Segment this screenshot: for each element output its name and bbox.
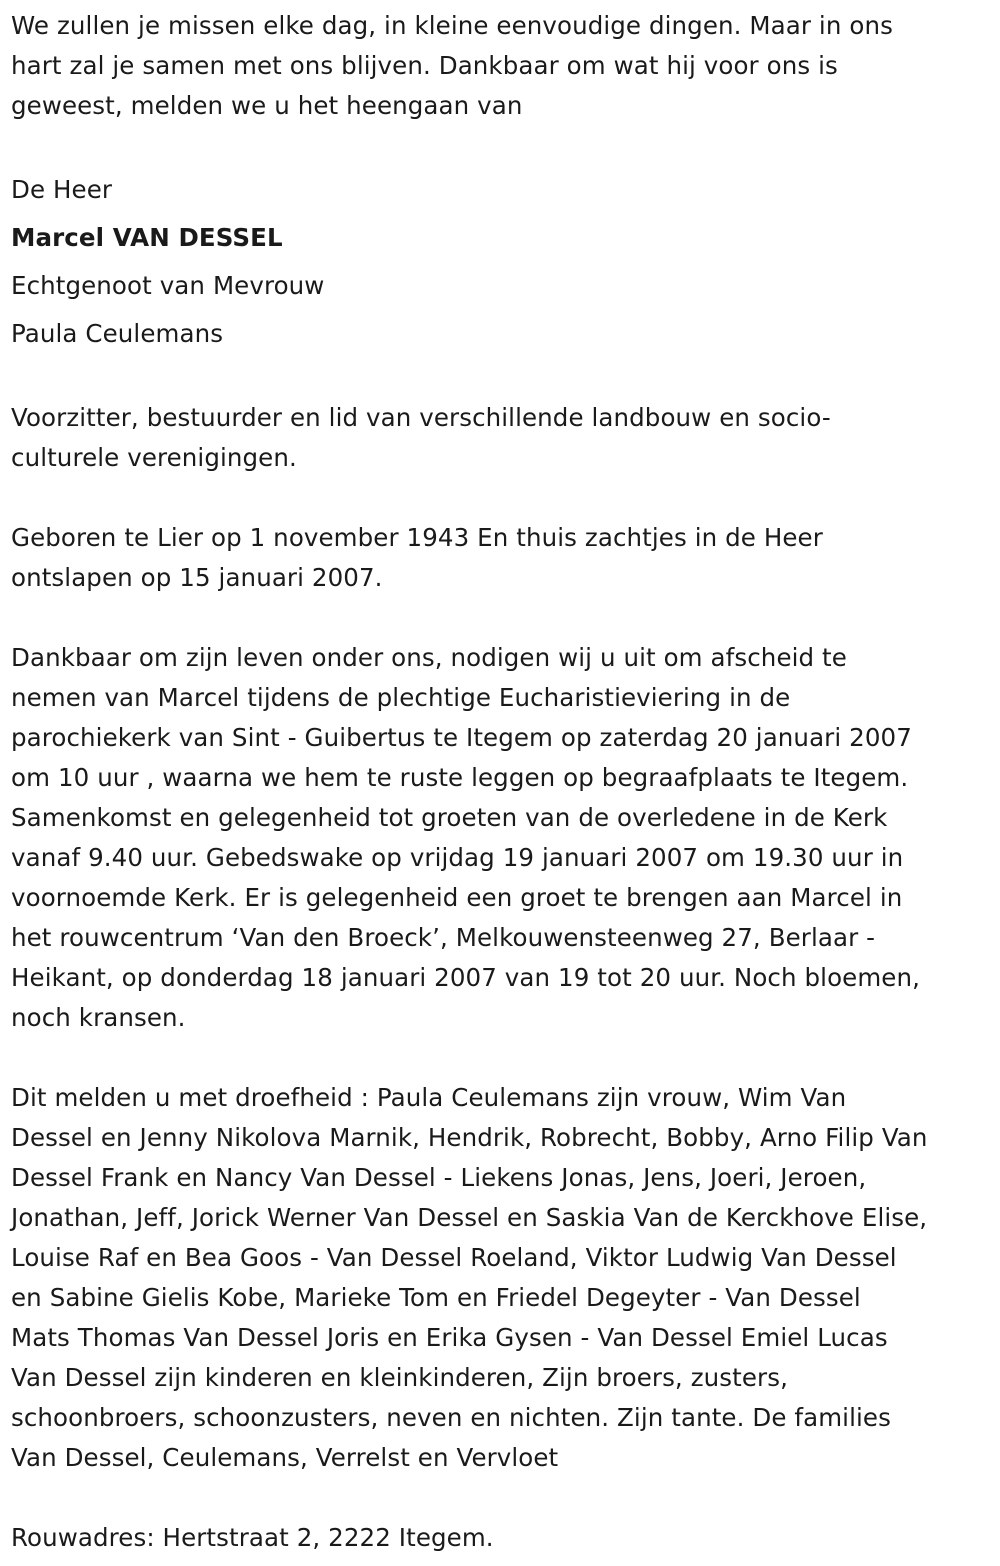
roles-paragraph: Voorzitter, bestuurder en lid van verschillende landbouw en socio- culturele verenigingen. — [11, 403, 831, 472]
spacer — [11, 478, 993, 518]
family-paragraph: Dit melden u met droefheid : Paula Ceulemans zijn vrouw, Wim Van Dessel en Jenny Nikolova Marnik, Hendrik, Robrecht, Bobby, Arno Filip Van Dessel Frank en Nancy Van Dessel - Liekens Jonas, Jens, Joeri, Jeroen, Jonathan, Jeff, Jorick Werner Van Dessel en Saskia Van de Kerckhove Elise, Louise Raf en Bea Goos - Van Dessel Roeland, Viktor Ludwig Van Dessel en Sabine Gielis Kobe, Marieke Tom en Friedel Degeyter - Van Dessel Mats Thomas Van Dessel Joris en Erika Gysen - Van Dessel Emiel Lucas Van Dessel zijn kinderen en kleinkinderen, Zijn broers, zusters, schoonbroers, schoonzusters, neven en nichten. Zijn tante. De families Van Dessel, Ceulemans, Verrelst en Vervloet — [11, 1083, 928, 1472]
ceremony-paragraph: Dankbaar om zijn leven onder ons, nodigen wij u uit om afscheid te nemen van Marcel tijdens de plechtige Eucharistieviering in de parochiekerk van Sint - Guibertus te Itegem op zaterdag 20 januari 2007 om 10 uur , waarna we hem te ruste leggen op begraafplaats te Itegem. Samenkomst en gelegenheid tot groeten van de overledene in de Kerk vanaf 9.40 uur. Gebedswake op vrijdag 19 januari 2007 om 19.30 uur in voornoemde Kerk. Er is gelegenheid een groet te brengen aan Marcel in het rouwcentrum ‘Van den Broeck’, Melkouwensteenweg 27, Berlaar - Heikant, op donderdag 18 januari 2007 van 19 tot 20 uur. Noch bloemen, noch kransen. — [11, 643, 920, 1032]
spacer — [11, 1478, 993, 1518]
deceased-name: Marcel VAN DESSEL — [11, 223, 283, 252]
honorific: De Heer — [11, 175, 113, 204]
spacer — [11, 358, 993, 398]
spacer — [11, 1038, 993, 1078]
mourning-address: Rouwadres: Hertstraat 2, 2222 Itegem. — [11, 1523, 494, 1552]
dates-paragraph: Geboren te Lier op 1 november 1943 En thuis zachtjes in de Heer ontslapen op 15 januari 2007. — [11, 523, 823, 592]
intro-paragraph: We zullen je missen elke dag, in kleine eenvoudige dingen. Maar in ons hart zal je samen met ons blijven. Dankbaar om wat hij voor ons is geweest, melden we u het heengaan van — [11, 11, 893, 120]
spouse-line-1: Echtgenoot van Mevrouw — [11, 271, 325, 300]
spacer — [11, 126, 993, 166]
spouse-line-2: Paula Ceulemans — [11, 319, 224, 348]
spacer — [11, 598, 993, 638]
obituary-document — [11, 6, 993, 1558]
